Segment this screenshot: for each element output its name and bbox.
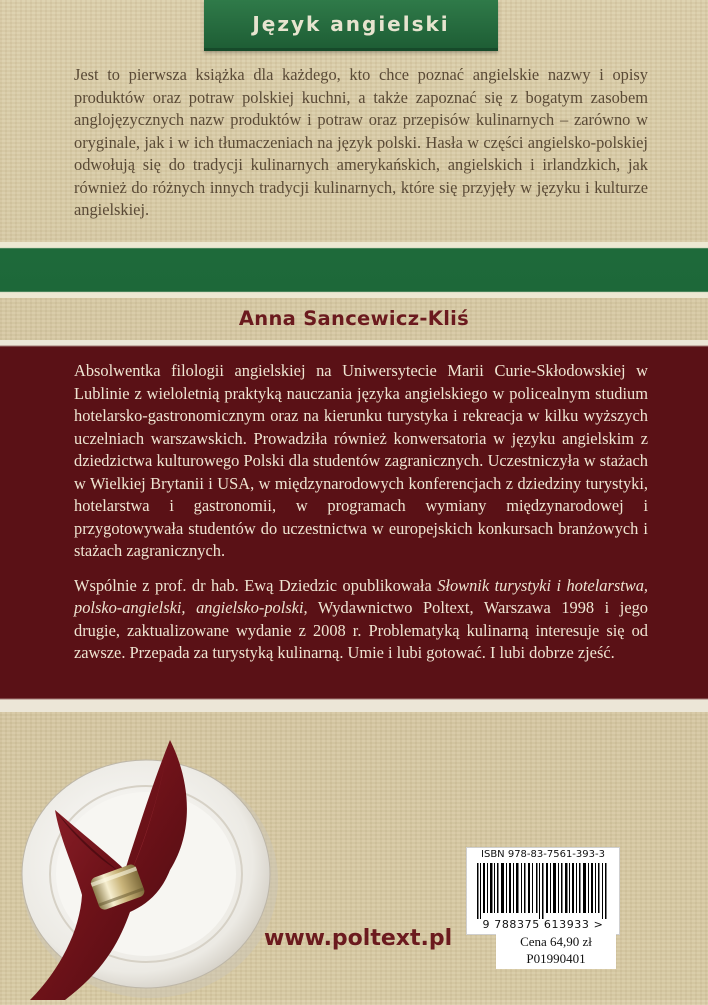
dictionary-title: Słownik turystyki i hotelarstwa, polsko-angielski, angielsko-polski	[74, 575, 648, 617]
book-description: Jest to pierwsza książka dla każdego, kto chce poznać angielskie nazwy i opisy produktów oraz potraw polskiej kuchni, a także zapoznać się z bogatym zasobem anglojęzycznych nazw produktów i potraw oraz przepisów kulinarnych – zarówno w oryginale, jak i w ich tłumaczeniach na język polski. Hasła w części angielsko-polskiej odwołują się do tradycji kulinarnych amerykańskich, angielskich i irlandzkich, jak również do różnych innych tradycji kulinarnych, które się przyjęły w języku i kulturze angielskiej.	[74, 65, 648, 219]
bio-paragraph-2-end: , Wydawnictwo Poltext, Warszawa 1998 i jego drugie, zaktualizowane wydanie z 2008 r. Problematyką kulinarną interesuje się od zawsze. Przepada za turystyką kulinarną. Umie i lubi gotować. I lubi dobrze zjeść.	[74, 598, 648, 662]
author-heading	[0, 298, 708, 338]
bio-paragraph-2-start: Wspólnie z prof. dr hab. Ewą Dziedzic opublikowała	[74, 575, 438, 595]
isbn-number: ISBN 978-83-7561-393-3	[481, 849, 605, 860]
price: Cena 64,90 zł	[520, 934, 592, 949]
bio-paragraph-2	[74, 575, 648, 665]
author-bio	[74, 360, 648, 665]
barcode-icon	[473, 863, 613, 919]
barcode-label	[466, 847, 620, 935]
product-code: P01990401	[526, 951, 586, 966]
green-stripe-divider	[0, 242, 708, 298]
plate-with-napkin-icon	[20, 720, 300, 1000]
ean-digits: 9 788375 613933 >	[482, 918, 604, 931]
title-banner	[204, 0, 498, 51]
bio-paragraph-1: Absolwentka filologii angielskiej na Uniwersytecie Marii Curie-Skłodowskiej w Lublinie z wieloletnią praktyką nauczania języka angielskiego w policealnym studium hotelarsko-gastronomicznym oraz na kierunku turystyka i rekreacja w kilku wyższych uczelniach warszawskich. Prowadziła również konwersatoria w języku angielskim z dziedzictwa kulturowego Polski dla studentów zagranicznych. Uczestniczyła w stażach w Wielkiej Brytanii i USA, w międzynarodowych konferencjach z dziedziny turystyki, hotelarstwa i gastronomii, w programach wymiany międzynarodowej i przygotowywała studentów do uczestnictwa w europejskich konkursach branżowych i stażach zagranicznych.	[74, 361, 648, 560]
author-name: Anna Sancewicz-Kliś	[238, 306, 470, 330]
book-series-title: Język angielski	[252, 12, 450, 36]
price-label	[496, 933, 616, 969]
publisher-website[interactable]: www.poltext.pl	[264, 926, 453, 951]
